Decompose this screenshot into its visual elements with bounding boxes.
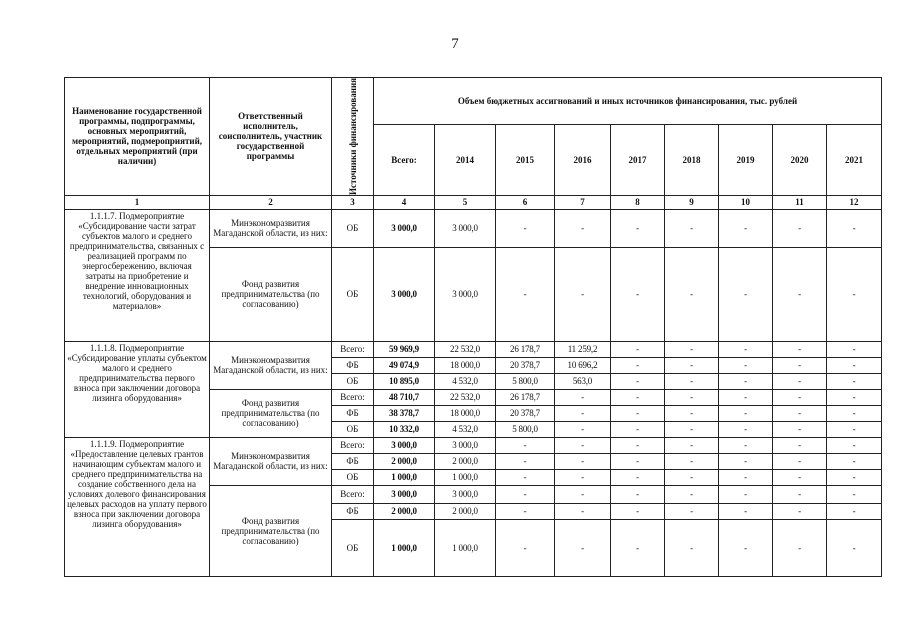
year-value: 563,0	[555, 373, 611, 389]
column-number: 8	[611, 195, 665, 209]
year-value: -	[773, 485, 827, 503]
year-value: -	[555, 247, 611, 341]
executor-name: Минэкономразвития Магаданской области, из них:	[210, 437, 332, 485]
year-value: -	[719, 247, 773, 341]
year-value: -	[496, 485, 555, 503]
year-value: -	[611, 453, 665, 469]
total-value: 38 378,7	[374, 405, 435, 421]
total-value: 2 000,0	[374, 503, 435, 519]
year-value: -	[496, 469, 555, 485]
year-value: -	[773, 247, 827, 341]
header-year: 2015	[496, 124, 555, 195]
year-value: -	[827, 485, 882, 503]
year-value: -	[719, 357, 773, 373]
budget-table	[64, 77, 882, 577]
column-number: 5	[435, 195, 496, 209]
year-value: -	[665, 485, 719, 503]
total-value: 3 000,0	[374, 485, 435, 503]
header-name: Наименование государственной программы, подпрограммы, основных мероприятий, мероприятий, подмероприятий, отдельных мероприятий (при наличии)	[65, 78, 210, 196]
total-value: 3 000,0	[374, 247, 435, 341]
year-value: -	[611, 209, 665, 247]
year-value: -	[719, 453, 773, 469]
year-value: -	[555, 485, 611, 503]
header-year: 2018	[665, 124, 719, 195]
column-number: 6	[496, 195, 555, 209]
year-value: -	[665, 209, 719, 247]
executor-name: Фонд развития предпринимательства (по согласованию)	[210, 485, 332, 576]
total-value: 1 000,0	[374, 469, 435, 485]
funding-source: ФБ	[332, 453, 374, 469]
year-value: 2 000,0	[435, 453, 496, 469]
total-value: 1 000,0	[374, 519, 435, 576]
year-value: -	[827, 469, 882, 485]
year-value: -	[611, 421, 665, 437]
measure-name: 1.1.1.9. Подмероприятие «Предоставление целевых грантов начинающим субъектам малого и среднего предпринимательства на создание собственного дела на условиях долевого финансирования целевых расходов на уплату первого взноса при заключении договора лизинга оборудования»	[65, 437, 210, 576]
column-number: 2	[210, 195, 332, 209]
column-number: 12	[827, 195, 882, 209]
year-value: -	[611, 469, 665, 485]
header-year: 2017	[611, 124, 665, 195]
year-value: 1 000,0	[435, 469, 496, 485]
year-value: -	[555, 209, 611, 247]
executor-name: Минэкономразвития Магаданской области, из них:	[210, 341, 332, 389]
year-value: -	[719, 421, 773, 437]
year-value: -	[555, 421, 611, 437]
table-row	[65, 209, 882, 247]
year-value: -	[496, 519, 555, 576]
funding-source: ФБ	[332, 405, 374, 421]
year-value: -	[611, 519, 665, 576]
year-value: 3 000,0	[435, 437, 496, 453]
year-value: 5 800,0	[496, 421, 555, 437]
column-number: 3	[332, 195, 374, 209]
executor-name: Фонд развития предпринимательства (по согласованию)	[210, 247, 332, 341]
year-value: 22 532,0	[435, 389, 496, 405]
year-value: -	[827, 357, 882, 373]
page-number: 7	[451, 36, 459, 52]
header-volume: Объем бюджетных ассигнований и иных источников финансирования, тыс. рублей	[374, 78, 882, 125]
year-value: 18 000,0	[435, 405, 496, 421]
year-value: -	[555, 437, 611, 453]
funding-source: Всего:	[332, 341, 374, 357]
year-value: -	[827, 209, 882, 247]
year-value: -	[611, 373, 665, 389]
total-value: 3 000,0	[374, 437, 435, 453]
year-value: -	[827, 519, 882, 576]
year-value: 20 378,7	[496, 405, 555, 421]
year-value: -	[827, 405, 882, 421]
funding-source: Всего:	[332, 485, 374, 503]
year-value: -	[665, 453, 719, 469]
year-value: 26 178,7	[496, 341, 555, 357]
header-executor: Ответственный исполнитель, соисполнитель, участник государственной программы	[210, 78, 332, 196]
year-value: 3 000,0	[435, 209, 496, 247]
year-value: -	[773, 503, 827, 519]
year-value: 5 800,0	[496, 373, 555, 389]
total-value: 10 332,0	[374, 421, 435, 437]
year-value: -	[496, 209, 555, 247]
measure-name: 1.1.1.7. Подмероприятие «Субсидирование части затрат субъектов малого и среднего предпринимательства, связанных с реализацией программ по энергосбережению, включая затраты на приобретение и внедрение инновационных технологий, оборудования и материалов»	[65, 209, 210, 341]
year-value: -	[773, 469, 827, 485]
year-value: -	[719, 373, 773, 389]
year-value: 4 532,0	[435, 421, 496, 437]
year-value: -	[719, 437, 773, 453]
funding-source: ОБ	[332, 519, 374, 576]
year-value: -	[665, 503, 719, 519]
total-value: 10 895,0	[374, 373, 435, 389]
column-number: 9	[665, 195, 719, 209]
year-value: -	[773, 421, 827, 437]
header-year: 2021	[827, 124, 882, 195]
year-value: -	[827, 421, 882, 437]
column-numbers-row	[65, 195, 882, 209]
year-value: -	[773, 373, 827, 389]
year-value: -	[496, 453, 555, 469]
year-value: -	[665, 389, 719, 405]
year-value: -	[665, 247, 719, 341]
total-value: 3 000,0	[374, 209, 435, 247]
column-number: 1	[65, 195, 210, 209]
year-value: -	[827, 453, 882, 469]
year-value: -	[827, 437, 882, 453]
executor-name: Минэкономразвития Магаданской области, из них:	[210, 209, 332, 247]
year-value: 26 178,7	[496, 389, 555, 405]
executor-name: Фонд развития предпринимательства (по согласованию)	[210, 389, 332, 437]
year-value: -	[611, 503, 665, 519]
year-value: -	[719, 341, 773, 357]
header-year: 2020	[773, 124, 827, 195]
header-year: 2016	[555, 124, 611, 195]
year-value: -	[827, 341, 882, 357]
year-value: -	[665, 519, 719, 576]
table-row	[65, 341, 882, 357]
table-row	[65, 437, 882, 453]
year-value: -	[665, 469, 719, 485]
header-total: Всего:	[374, 124, 435, 195]
measure-name: 1.1.1.8. Подмероприятие «Субсидирование уплаты субъектом малого и среднего предпринимательства первого взноса при заключении договора лизинга оборудования»	[65, 341, 210, 437]
year-value: -	[555, 405, 611, 421]
column-number: 11	[773, 195, 827, 209]
year-value: -	[773, 405, 827, 421]
year-value: -	[555, 519, 611, 576]
year-value: -	[611, 437, 665, 453]
year-value: -	[773, 341, 827, 357]
year-value: -	[773, 519, 827, 576]
year-value: -	[496, 503, 555, 519]
year-value: -	[555, 503, 611, 519]
total-value: 2 000,0	[374, 453, 435, 469]
year-value: 3 000,0	[435, 247, 496, 341]
year-value: -	[665, 341, 719, 357]
year-value: -	[719, 469, 773, 485]
year-value: -	[665, 373, 719, 389]
year-value: -	[555, 469, 611, 485]
year-value: 2 000,0	[435, 503, 496, 519]
year-value: -	[827, 247, 882, 341]
year-value: -	[611, 341, 665, 357]
funding-source: ОБ	[332, 209, 374, 247]
year-value: -	[611, 405, 665, 421]
year-value: -	[665, 357, 719, 373]
funding-source: ОБ	[332, 373, 374, 389]
year-value: -	[555, 389, 611, 405]
header-year: 2019	[719, 124, 773, 195]
year-value: -	[773, 209, 827, 247]
funding-source: Всего:	[332, 389, 374, 405]
funding-source: ОБ	[332, 469, 374, 485]
year-value: -	[665, 405, 719, 421]
year-value: -	[496, 247, 555, 341]
year-value: -	[773, 389, 827, 405]
year-value: 11 259,2	[555, 341, 611, 357]
funding-source: Всего:	[332, 437, 374, 453]
year-value: -	[773, 437, 827, 453]
year-value: -	[611, 247, 665, 341]
year-value: 18 000,0	[435, 357, 496, 373]
year-value: -	[773, 357, 827, 373]
total-value: 49 074,9	[374, 357, 435, 373]
funding-source: ФБ	[332, 503, 374, 519]
year-value: 20 378,7	[496, 357, 555, 373]
funding-source: ФБ	[332, 357, 374, 373]
column-number: 7	[555, 195, 611, 209]
year-value: -	[719, 209, 773, 247]
funding-source: ОБ	[332, 247, 374, 341]
year-value: -	[611, 357, 665, 373]
year-value: -	[665, 437, 719, 453]
year-value: -	[719, 389, 773, 405]
column-number: 10	[719, 195, 773, 209]
year-value: -	[496, 437, 555, 453]
column-number: 4	[374, 195, 435, 209]
year-value: -	[611, 389, 665, 405]
total-value: 59 969,9	[374, 341, 435, 357]
header-source	[332, 78, 374, 196]
year-value: -	[719, 503, 773, 519]
year-value: -	[827, 503, 882, 519]
total-value: 48 710,7	[374, 389, 435, 405]
year-value: -	[665, 421, 719, 437]
year-value: -	[555, 453, 611, 469]
year-value: 1 000,0	[435, 519, 496, 576]
year-value: 4 532,0	[435, 373, 496, 389]
funding-source: ОБ	[332, 421, 374, 437]
year-value: -	[719, 405, 773, 421]
year-value: -	[719, 485, 773, 503]
year-value: -	[827, 373, 882, 389]
year-value: -	[827, 389, 882, 405]
header-year: 2014	[435, 124, 496, 195]
year-value: -	[611, 485, 665, 503]
year-value: -	[773, 453, 827, 469]
year-value: 10 696,2	[555, 357, 611, 373]
year-value: -	[719, 519, 773, 576]
year-value: 3 000,0	[435, 485, 496, 503]
year-value: 22 532,0	[435, 341, 496, 357]
header-source-label: Источники финансирования	[347, 78, 358, 195]
